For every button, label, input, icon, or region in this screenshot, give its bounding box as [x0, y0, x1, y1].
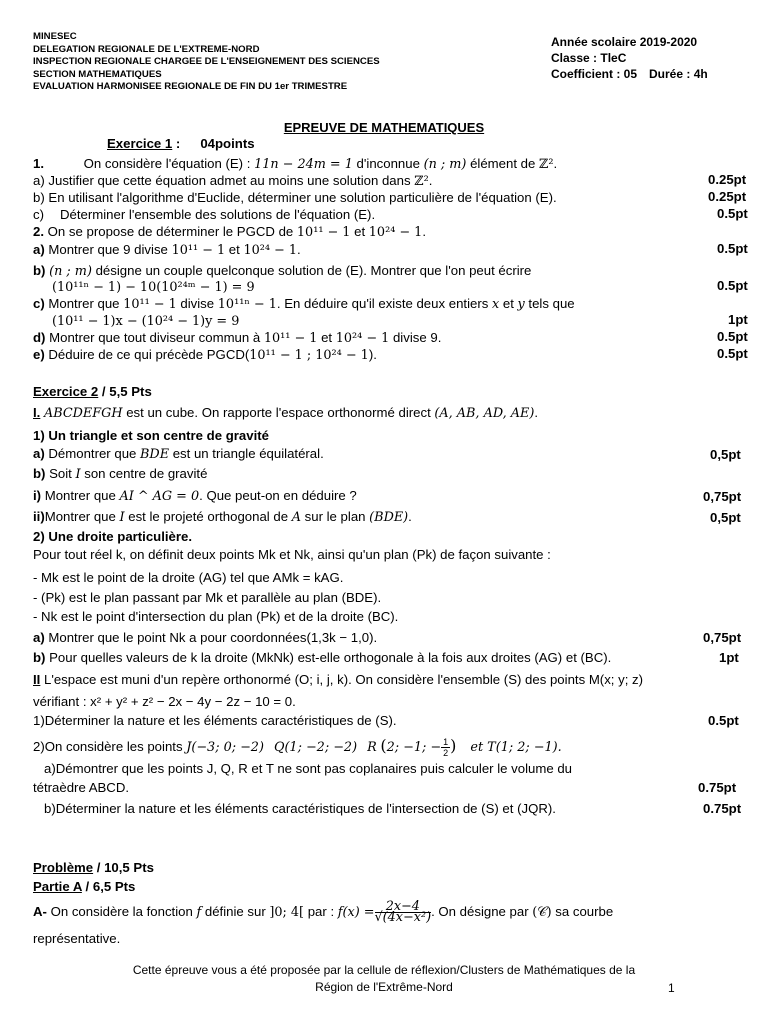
school-year: Année scolaire 2019-2020 — [551, 35, 698, 49]
ex1-c-points: 0.5pt — [717, 206, 748, 221]
ex1-q2-m1: 10¹¹ − 1 — [296, 225, 351, 240]
ex2-q1: 1)Déterminer la nature et les éléments caractéristiques de (S). — [33, 713, 397, 728]
partA-text-e: sa courbe — [551, 903, 614, 919]
class-label: Classe : TleC — [551, 51, 627, 65]
ex2-i-end: . Que peut-on en déduire ? — [199, 488, 357, 503]
header-info — [551, 34, 761, 82]
partA-points: / 6,5 Pts — [81, 879, 136, 894]
ex1-q2-num: 2. — [33, 224, 44, 239]
page-number: 1 — [668, 981, 675, 995]
ex2-qa-points: 0.75pt — [698, 780, 737, 795]
ex2-ii — [33, 508, 753, 526]
partA-num: 2x−4 — [375, 902, 432, 913]
ex1-q1-text-c: élément de — [466, 156, 539, 171]
ex2-a-points: 0,5pt — [710, 447, 741, 462]
partA-line2: représentative. — [33, 931, 121, 946]
ex1-q1-num: 1. — [33, 156, 44, 171]
probleme-points: / 10,5 Pts — [93, 860, 154, 875]
ex1-q2-end: . — [422, 224, 426, 239]
ex2-2a-points: 0,75pt — [703, 630, 742, 645]
ex2-i — [33, 487, 753, 505]
ex1-c-label: c) — [33, 207, 44, 222]
ex1-2c-m1: 10¹¹ − 1 — [123, 297, 177, 312]
ex1-2d — [33, 329, 753, 347]
header-line-4: SECTION MATHEMATIQUES — [33, 68, 162, 80]
ex1-2c-text-a: Montrer que — [48, 296, 124, 311]
ex2-ii-m3: (BDE) — [369, 510, 409, 525]
ex1-2b-eq — [52, 278, 768, 296]
ex2-2b — [33, 649, 753, 666]
partA-text-c: par : — [304, 903, 338, 919]
ex2-b — [33, 465, 753, 483]
ex2-b-end: son centre de gravité — [80, 466, 208, 481]
ex1-2b-points: 0.5pt — [717, 278, 748, 293]
ex1-2d-end: divise 9. — [389, 330, 442, 345]
ex2-l1: - Mk est le point de la droite (AG) tel que AMk = kAG. — [33, 570, 344, 585]
ex1-sep: : — [172, 136, 181, 151]
partA-text — [33, 899, 753, 925]
ex2-I-text: est un cube. On rapporte l'espace orthonormé direct — [122, 405, 435, 420]
ex2-q1-points: 0.5pt — [708, 713, 739, 728]
ex1-2e-end: ). — [368, 347, 377, 362]
ex1-2a — [33, 241, 753, 259]
ex1-c — [33, 206, 753, 223]
ex1-2c-text-d: tels que — [524, 296, 575, 311]
ex2-qb: b)Déterminer la nature et les éléments caractéristiques de l'intersection de (S) et (JQR). — [44, 801, 556, 816]
ex1-points: 04points — [200, 136, 255, 151]
ex1-2c-eq — [52, 312, 768, 330]
ex1-2a-m1: 10¹¹ − 1 — [171, 243, 226, 258]
ex2-ii-mid2: sur le plan — [300, 509, 370, 524]
ex2-i-math: AI ^ AG = 0 — [119, 489, 200, 504]
ex1-2e-label: e) — [33, 347, 45, 362]
ex2-q2-R-frac — [441, 737, 450, 758]
ex2-heading — [33, 383, 753, 400]
ex1-q1 — [33, 155, 753, 173]
ex1-2c-text-b: divise — [176, 296, 218, 311]
ex2-q2-R-num: 1 — [443, 737, 449, 748]
ex1-2e-math: 10¹¹ − 1 ; 10²⁴ − 1 — [249, 348, 369, 363]
ex2-2b-text: Pour quelles valeurs de k la droite (MkNk) est-elle orthogonale à la fois aux droites (AG) et (BC). — [45, 650, 612, 665]
footer — [0, 962, 768, 996]
partA-label: A- — [33, 903, 47, 919]
partA-heading — [33, 878, 753, 895]
ex1-2c-label: c) — [33, 296, 45, 311]
ex1-a-text: Justifier que cette équation admet au moins une solution dans — [48, 173, 415, 188]
ex1-a-math: ℤ² — [414, 174, 429, 189]
partA-text-a: On considère la fonction — [46, 903, 197, 919]
ex1-q1-eq: 11n − 24m = 1 — [254, 157, 353, 172]
ex2-l2: - (Pk) est le plan passant par Mk et parallèle au plan (BDE). — [33, 590, 382, 605]
probleme-title: Problème — [33, 860, 94, 875]
ex1-2b-text: désigne un couple quelconque solution de (E). Montrer que l'on peut écrire — [91, 263, 532, 278]
ex2-ii-label: ii) — [33, 509, 45, 524]
ex2-title: Exercice 2 — [33, 384, 99, 399]
ex1-b-label: b) — [33, 190, 45, 205]
ex1-b-text: En utilisant l'algorithme d'Euclide, déterminer une solution particulière de l'équation (E). — [48, 190, 557, 205]
ex2-a-label: a) — [33, 446, 45, 461]
ex1-a-points: 0.25pt — [708, 172, 747, 187]
ex2-i-points: 0,75pt — [703, 489, 742, 504]
ex1-b-points: 0.25pt — [708, 189, 747, 204]
ex2-2b-label: b) — [33, 650, 46, 665]
ex2-II-text: L'espace est muni d'un repère orthonormé (O; i, j, k). On considère l'ensemble (S) des points M(x; y; z) — [40, 672, 644, 687]
page-title: EPREUVE DE MATHEMATIQUES — [283, 120, 485, 135]
ex1-b — [33, 189, 753, 206]
ex2-intro — [33, 404, 753, 422]
ex1-a-end: . — [428, 173, 433, 188]
ex1-2d-and: et — [317, 330, 336, 345]
ex2-q2-T: et T(1; 2; −1). — [470, 740, 562, 755]
ex2-ii-end: . — [408, 509, 412, 524]
duration: Durée : 4h — [649, 67, 708, 81]
ex2-a — [33, 445, 753, 463]
ex1-2a-and: et — [225, 242, 244, 257]
ex2-qb-points: 0.75pt — [703, 801, 742, 816]
header-line-2: DELEGATION REGIONALE DE L'EXTREME-NORD — [33, 43, 260, 55]
ex2-II-eq: vérifiant : x² + y² + z² − 2x − 4y − 2z − 10 = 0. — [33, 694, 296, 709]
ex2-cube: ABCDEFGH — [44, 406, 123, 421]
footer-line-1: Cette épreuve vous a été proposée par la cellule de réflexion/Clusters de Mathématiques de la — [132, 963, 636, 977]
ex1-2b-line2: (10¹¹ⁿ − 1) − 10(10²⁴ᵐ − 1) = 9 — [52, 280, 255, 295]
ex1-2a-end: . — [296, 242, 301, 257]
ex1-2a-points: 0.5pt — [717, 241, 748, 256]
ex1-2c-et: et — [499, 296, 518, 311]
ex1-q2-m2: 10²⁴ − 1 — [368, 225, 423, 240]
ex1-q1-end: . — [553, 156, 558, 171]
ex2-i-text: Montrer que — [41, 488, 120, 503]
ex2-section-2: 2) Une droite particulière. — [33, 529, 193, 544]
ex1-2c-line2: (10¹¹ − 1)x − (10²⁴ − 1)y = 9 — [52, 314, 240, 329]
ex1-a — [33, 172, 753, 190]
ex2-ii-m1: I — [119, 510, 125, 525]
header-line-1: MINESEC — [33, 31, 77, 42]
ex2-ii-points: 0,5pt — [710, 510, 741, 525]
ex1-2c-m2: 10¹¹ⁿ − 1 — [217, 297, 277, 312]
ex1-2c-points: 1pt — [728, 312, 748, 327]
ex2-l3: - Nk est le point d'intersection du plan (Pk) et de la droite (BC). — [33, 609, 399, 624]
ex1-2b-label: b) — [33, 263, 46, 278]
ex2-b-math: I — [75, 467, 81, 482]
ex2-qa-line2: tétraèdre ABCD. — [33, 780, 130, 795]
ex2-a-end: est un triangle équilatéral. — [169, 446, 324, 461]
ex1-title: Exercice 1 — [107, 136, 173, 151]
ex2-q2-R-coords: 2; −1; − — [386, 740, 442, 755]
ex1-2e-text: Déduire de ce qui précède PGCD( — [48, 347, 250, 362]
ex1-q2-text: On se propose de déterminer le PGCD de — [47, 224, 297, 239]
ex1-c-text: Déterminer l'ensemble des solutions de l'équation (E). — [60, 207, 376, 222]
ex2-b-label: b) — [33, 466, 46, 481]
ex1-2c-x: x — [491, 297, 500, 312]
ex1-q2-and: et — [350, 224, 369, 239]
ex1-2d-m2: 10²⁴ − 1 — [335, 331, 390, 346]
ex2-ii-m2: A — [291, 510, 301, 525]
ex1-2e — [33, 346, 753, 364]
partA-text-d: . On désigne par — [431, 903, 533, 919]
ex1-2c — [33, 295, 753, 313]
ex1-a-label: a) — [33, 173, 45, 188]
header-line-5: EVALUATION HARMONISEE REGIONALE DE FIN DU 1er TRIMESTRE — [33, 81, 348, 93]
header-line-3: INSPECTION REGIONALE CHARGEE DE L'ENSEIGNEMENT DES SCIENCES — [33, 56, 380, 68]
ex1-q1-text-b: d'inconnue — [352, 156, 424, 171]
ex1-2c-text-c: . En déduire qu'il existe deux entiers — [276, 296, 492, 311]
ex2-q2: 2)On considère les points J(−3; 0; −2) Q(1; −2; −2) R (2; −1; − $\frac{1}{2}$ ) et T(1; 2; −1). — [33, 736, 562, 759]
partA-frac — [374, 899, 432, 925]
ex2-points: / 5,5 Pts — [98, 384, 152, 399]
ex2-a-math: BDE — [140, 447, 170, 462]
partA-curve: (𝒞) — [532, 904, 552, 920]
ex2-p1: Pour tout réel k, on définit deux points Mk et Nk, ainsi qu'un plan (Pk) de façon suivante : — [33, 547, 551, 562]
partA-f: f — [196, 904, 202, 920]
ex2-q2-Q: Q(1; −2; −2) — [273, 740, 358, 755]
partA-domain: ]0; 4[ — [269, 904, 305, 920]
ex2-frame: (A, AB, AD, AE) — [434, 406, 535, 421]
ex2-q2-J: J(−3; 0; −2) — [186, 740, 264, 755]
ex2-qa: a)Démontrer que les points J, Q, R et T ne sont pas coplanaires puis calculer le volume du — [44, 761, 573, 776]
ex2-I-end: . — [534, 405, 539, 420]
ex2-a-text: Démontrer que — [44, 446, 141, 461]
ex2-I-label: I. — [33, 405, 41, 420]
ex2-q2-R-den: 2 — [443, 748, 449, 759]
ex2-section-1: 1) Un triangle et son centre de gravité — [33, 428, 269, 443]
ex2-q2-R-label: R — [367, 740, 377, 755]
ex1-q1-text-a: On considère l'équation (E) : — [83, 156, 255, 171]
partA-text-b: définie sur — [201, 903, 270, 919]
ex2-II — [33, 671, 753, 688]
ex2-ii-text: Montrer que — [44, 509, 120, 524]
ex2-b-text: Soit — [45, 466, 76, 481]
footer-line-2: Région de l'Extrême-Nord — [315, 980, 453, 994]
ex1-heading — [107, 135, 768, 152]
ex1-2d-label: d) — [33, 330, 46, 345]
ex1-2a-m2: 10²⁴ − 1 — [243, 243, 297, 258]
coef-duration — [551, 66, 761, 82]
ex1-q1-unk: (n ; m) — [423, 157, 467, 172]
ex1-2d-points: 0.5pt — [717, 329, 748, 344]
partA-fx: f(x) = — [337, 904, 375, 920]
probleme-heading — [33, 859, 753, 876]
ex1-2a-text: Montrer que 9 divise — [48, 242, 172, 257]
header-institution — [33, 31, 533, 94]
ex2-ii-mid: est le projeté orthogonal de — [124, 509, 292, 524]
ex2-2b-points: 1pt — [719, 650, 739, 665]
ex2-II-label: II — [33, 672, 41, 687]
ex1-2d-m1: 10¹¹ − 1 — [263, 331, 318, 346]
coefficient: Coefficient : 05 — [551, 67, 638, 81]
ex2-2a-text: Montrer que le point Nk a pour coordonnées(1,3k − 1,0). — [44, 630, 378, 645]
ex1-2e-points: 0.5pt — [717, 346, 748, 361]
partA-den: √(4x−x²) — [374, 910, 432, 925]
ex1-2d-text: Montrer que tout diviseur commun à — [49, 330, 264, 345]
ex1-2a-label: a) — [33, 242, 45, 257]
ex2-q2-text: 2)On considère les points — [33, 739, 187, 754]
ex2-2a-label: a) — [33, 630, 45, 645]
partA-title: Partie A — [33, 879, 82, 894]
ex1-q2 — [33, 223, 753, 241]
ex2-2a — [33, 629, 753, 646]
ex1-2b-m0: (n ; m) — [49, 264, 92, 279]
ex2-i-label: i) — [33, 488, 42, 503]
ex1-q1-set: ℤ² — [538, 157, 554, 172]
ex1-2c-y: y — [517, 297, 525, 312]
